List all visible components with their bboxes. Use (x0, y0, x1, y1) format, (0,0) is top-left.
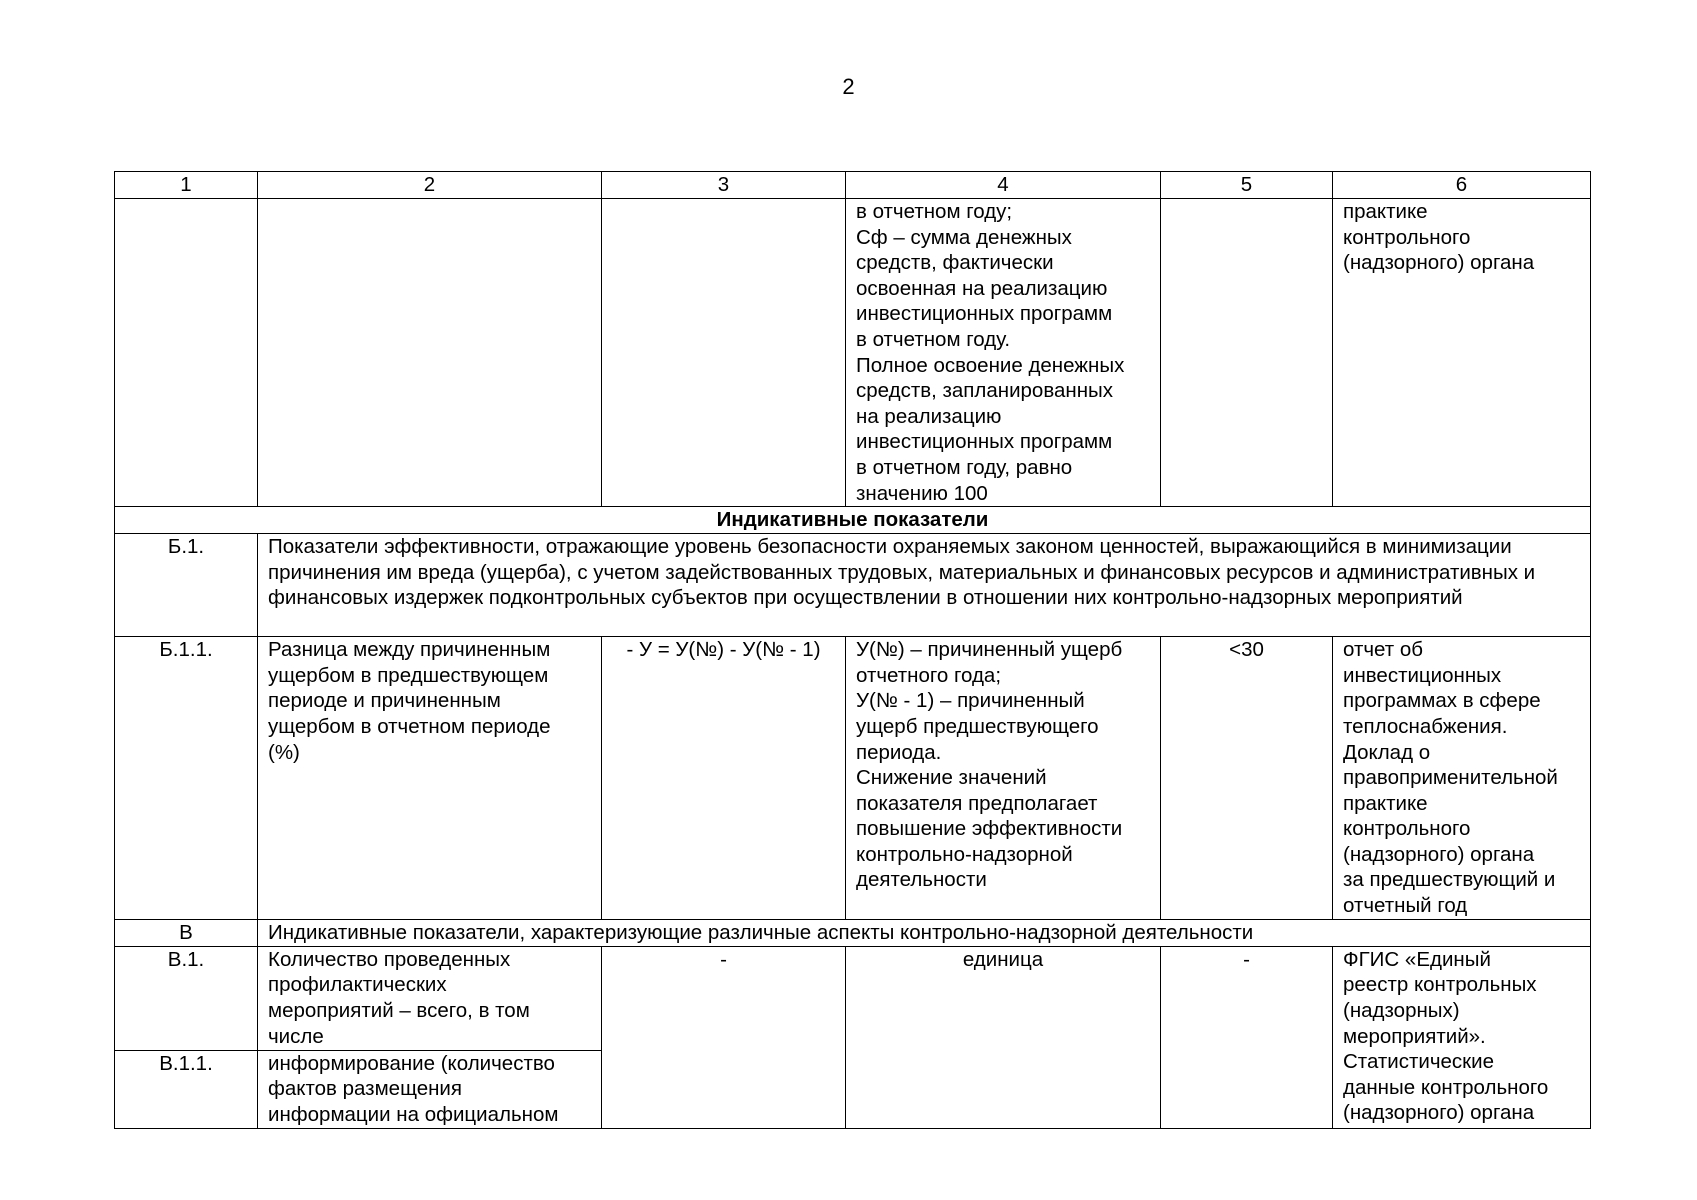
row-v1-target: - (1161, 946, 1333, 1128)
row-b11-formula: - У = У(№) - У(№ - 1) (602, 637, 846, 920)
row-v1 (115, 946, 1591, 1050)
section-title-row (115, 507, 1591, 534)
continuation-cell-4: в отчетном году; Сф – сумма денежных средств, фактически освоенная на реализацию инвестиционных программ в отчетном году. Полное освоение денежных средств, запланированных на реализацию инвестиционных программ в отчетном году, равно значению 100 (846, 199, 1161, 507)
indicators-table (114, 171, 1591, 1129)
row-b1 (115, 534, 1591, 637)
continuation-cell-5 (1161, 199, 1333, 507)
row-b11-source: отчет об инвестиционных программах в сфере теплоснабжения. Доклад о правоприменительной практике контрольного (надзорного) органа за предшествующий и отчетный год (1333, 637, 1591, 920)
column-header-2: 2 (258, 172, 602, 199)
row-v-code: В (115, 920, 258, 947)
column-header-6: 6 (1333, 172, 1591, 199)
page-number: 2 (842, 74, 855, 99)
row-b11-code: Б.1.1. (115, 637, 258, 920)
column-header-3: 3 (602, 172, 846, 199)
continuation-cell-6: практике контрольного (надзорного) органа (1333, 199, 1591, 507)
row-v1-description: единица (846, 946, 1161, 1128)
row-v1-formula: - (602, 946, 846, 1128)
row-v1-code: В.1. (115, 946, 258, 1050)
section-title: Индикативные показатели (115, 507, 1591, 534)
row-b11-description: У(№) – причиненный ущерб отчетного года; У(№ - 1) – причиненный ущерб предшествующего периода. Снижение значений показателя предполагает повышение эффективности контрольно-надзорной деятельности (846, 637, 1161, 920)
row-b1-text: Показатели эффективности, отражающие уровень безопасности охраняемых законом ценностей, выражающийся в минимизации причинения им вреда (ущерба), с учетом задействованных трудовых, материальных и финансовых ресурсов и административных и финансовых издержек подконтрольных субъектов при осуществлении в отношении них контрольно-надзорных мероприятий (258, 534, 1591, 637)
column-header-4: 4 (846, 172, 1161, 199)
row-v1-name: Количество проведенных профилактических мероприятий – всего, в том числе (258, 946, 602, 1050)
continuation-cell-1 (115, 199, 258, 507)
row-v (115, 920, 1591, 947)
column-header-1: 1 (115, 172, 258, 199)
row-v11-code: В.1.1. (115, 1050, 258, 1128)
row-b11-name: Разница между причиненным ущербом в предшествующем периоде и причиненным ущербом в отчетном периоде (%) (258, 637, 602, 920)
row-v-text: Индикативные показатели, характеризующие различные аспекты контрольно-надзорной деятельности (258, 920, 1591, 947)
continuation-cell-3 (602, 199, 846, 507)
row-b1-code: Б.1. (115, 534, 258, 637)
column-header-5: 5 (1161, 172, 1333, 199)
column-number-row (115, 172, 1591, 199)
row-v1-source: ФГИС «Единый реестр контрольных (надзорных) мероприятий». Статистические данные контрольного (надзорного) органа (1333, 946, 1591, 1128)
row-b11-target: <30 (1161, 637, 1333, 920)
row-b11 (115, 637, 1591, 920)
continuation-row (115, 199, 1591, 507)
row-v11-name: информирование (количество фактов размещения информации на официальном (258, 1050, 602, 1128)
continuation-cell-2 (258, 199, 602, 507)
